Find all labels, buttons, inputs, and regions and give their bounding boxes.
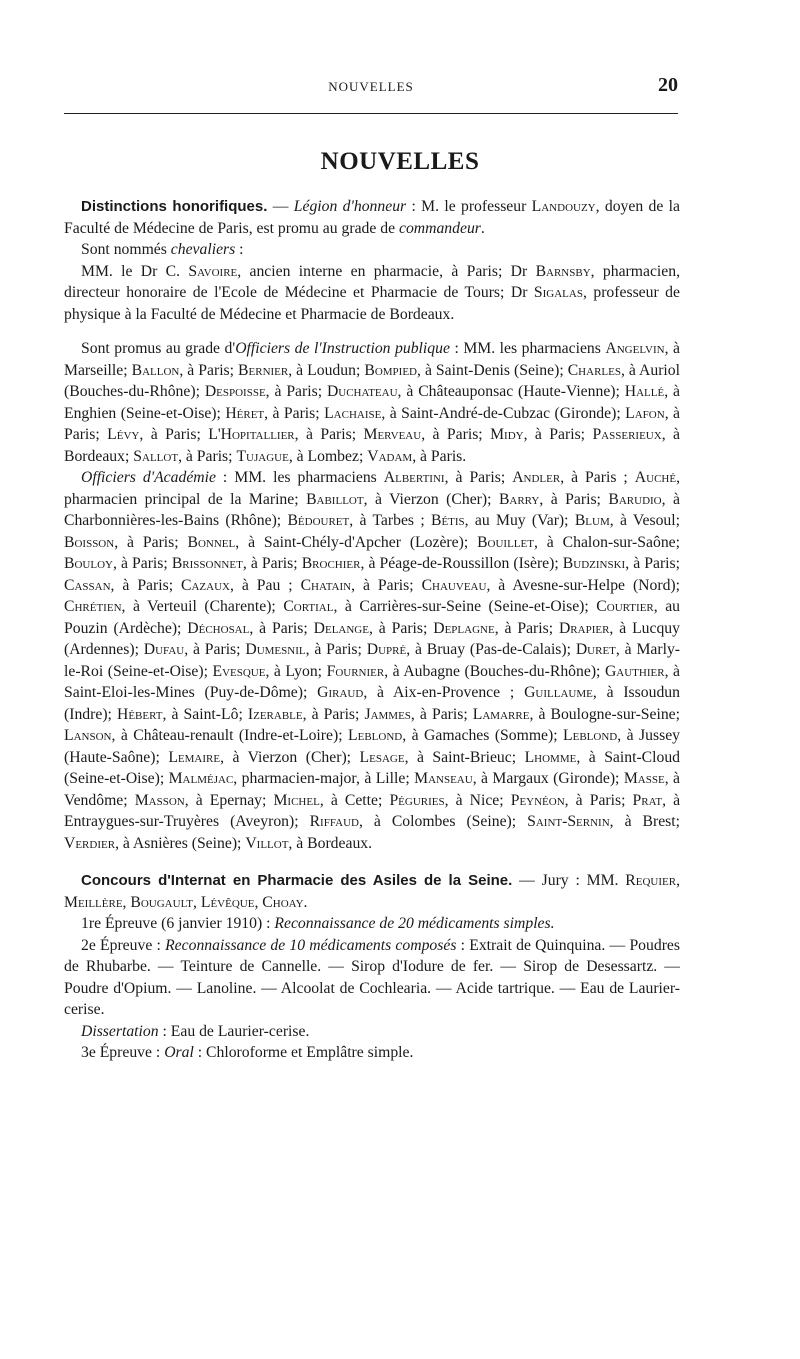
person-name: Masson <box>134 791 185 809</box>
text-run: , à Paris; <box>112 555 172 572</box>
text-run: , à Loudun; <box>288 361 365 379</box>
person-name: Midy <box>490 426 524 443</box>
text-run: , à Marly-le-Roi (Seine-et-Oise); <box>64 641 681 680</box>
text-run: , à Saint-Brieuc; <box>404 748 525 766</box>
person-name: Lhomme <box>524 748 577 766</box>
article-body <box>64 196 680 1064</box>
text-run: 2e Épreuve : <box>81 936 166 954</box>
person-name: Riffaud <box>309 813 359 830</box>
person-name: Cortial <box>283 598 334 615</box>
text-run: , à Paris; <box>294 426 364 443</box>
text-run: , à Paris; <box>494 619 559 637</box>
person-name: Bédouret <box>287 512 350 529</box>
person-name: Brissonnet <box>171 555 243 572</box>
person-name: Michel <box>273 791 320 809</box>
text-run: , à Bruay (Pas-de-Calais); <box>406 641 576 658</box>
text-run: , à Gamaches (Somme); <box>402 727 564 744</box>
text-run: , à Paris; <box>523 426 593 443</box>
person-name: Courtier <box>596 598 654 615</box>
dash: — <box>267 198 294 215</box>
person-name: Gauthier <box>604 662 665 680</box>
italic-term: Reconnaissance de 10 médicaments composés <box>165 936 457 954</box>
text-run: , à Lombez; <box>288 447 368 465</box>
person-name: Giraud <box>317 684 364 701</box>
text-run: : MM. les pharmaciens <box>449 340 606 357</box>
person-name: Bonnel <box>187 533 236 551</box>
person-name: Lévêque <box>200 893 255 911</box>
person-name: Despoisse <box>204 383 266 400</box>
text-run: , à Saint-André-de-Cubzac (Gironde); <box>381 404 626 422</box>
person-name: Villot <box>245 834 289 852</box>
text-run: , à Chalon-sur-Saône; <box>533 533 680 551</box>
text-run: , à Paris; <box>242 555 302 572</box>
instruction-paragraph <box>64 338 680 467</box>
person-name: Babillot <box>306 490 364 508</box>
text-run: , à Saint-Eloi-les-Mines (Puy-de-Dôme); <box>64 662 681 701</box>
header-rule <box>64 113 678 114</box>
section-title: NOUVELLES <box>320 148 480 175</box>
person-name: Requier <box>625 872 677 889</box>
text-run: . <box>480 219 485 237</box>
page-number: 20 <box>658 74 678 96</box>
distinctions-heading: Distinctions honorifiques. <box>81 198 268 215</box>
person-name: Bernier <box>238 361 289 379</box>
person-name: Evesque <box>212 662 266 680</box>
text-run: , à Saint-Chély-d'Apcher (Lozère); <box>235 533 478 551</box>
person-name: Duret <box>575 641 616 658</box>
academie-paragraph <box>64 467 680 854</box>
concours-heading: Concours d'Internat en Pharmacie des Asiles de la Seine. <box>81 872 513 889</box>
person-name: Hallé <box>624 383 665 400</box>
text-run: , à Entraygues-sur-Truyères (Aveyron); <box>64 791 681 830</box>
text-run: , à Auriol (Bouches-du-Rhône); <box>64 361 680 400</box>
person-name: Dumesnil <box>245 641 306 658</box>
text-run: , à Château-renault (Indre-et-Loire); <box>111 727 349 744</box>
text-run: , à Jussey (Haute-Saône); <box>64 727 680 766</box>
person-name: Héret <box>225 404 265 422</box>
text-run: , à Aubagne (Bouches-du-Rhône); <box>384 662 605 680</box>
text-run: , à Paris; <box>114 533 188 551</box>
text-run: , à Paris. <box>412 447 467 465</box>
text-run: , à Lyon; <box>265 662 327 680</box>
person-name: Boisson <box>64 533 115 551</box>
text-run: , pharmacien principal de la Marine; <box>64 469 680 508</box>
text-run: , à Paris; <box>625 555 680 572</box>
person-name: Prat <box>632 791 663 809</box>
text-run: , à Paris; <box>139 426 209 443</box>
text-run: : M. le professeur <box>406 198 532 215</box>
chevaliers-list <box>64 261 680 326</box>
text-run: 1re Épreuve (6 janvier 1910) : <box>81 915 275 932</box>
text-run: , à Paris; <box>265 383 327 400</box>
person-name: Dufau <box>143 641 185 658</box>
text-run: , à Carrières-sur-Seine (Seine-et-Oise); <box>333 598 597 615</box>
person-name: Jammes <box>364 705 411 723</box>
text-run: , à Paris; <box>178 447 237 465</box>
text-run: MM. <box>586 872 626 889</box>
running-title: NOUVELLES <box>328 79 414 94</box>
person-name: Lamarre <box>472 705 530 723</box>
person-name: Blum <box>574 512 610 529</box>
person-name: Chauveau <box>421 576 487 594</box>
text-run: : Chloroforme et Emplâtre simple. <box>193 1044 414 1061</box>
text-run: , à Avesne-sur-Helpe (Nord); <box>486 576 681 594</box>
person-name: L'Hopitallier <box>208 426 295 443</box>
dissertation <box>64 1021 680 1043</box>
person-name: Leblond <box>563 727 618 744</box>
text-run: , à Paris; <box>421 426 491 443</box>
person-name: Barry <box>498 490 540 508</box>
person-name: Lachaise <box>324 404 382 422</box>
italic-term: Officiers d'Académie <box>81 469 216 486</box>
text-run: : <box>235 241 244 258</box>
text-run: , à Marseille; <box>64 340 680 379</box>
text-run: , <box>122 893 131 911</box>
person-name: Deplagne <box>433 619 495 637</box>
person-name: Cassan <box>64 576 111 594</box>
text-run: , ancien interne en pharmacie, à Paris; Dr <box>237 262 536 280</box>
text-run: MM. le Dr C. <box>81 262 189 280</box>
text-run: , <box>254 893 263 911</box>
text-run: , à Pau ; <box>229 576 301 594</box>
person-name: Ballon <box>131 361 180 379</box>
person-name: Bouillet <box>477 533 534 551</box>
person-name: Tujague <box>236 447 289 465</box>
text-run: , à Vesoul; <box>609 512 680 529</box>
person-name: Dupré <box>366 641 407 658</box>
person-name: Peynéon <box>510 791 565 809</box>
person-name: Vadam <box>367 447 413 465</box>
epreuve-1 <box>64 913 680 935</box>
text-run: , à Margaux (Gironde); <box>472 770 624 787</box>
text-run: , à Saint-Denis (Seine); <box>417 361 568 379</box>
text-run: , à Tarbes ; <box>349 512 431 529</box>
person-name: Chrétien <box>64 598 122 615</box>
person-name: Cazaux <box>181 576 230 594</box>
person-name: Drapier <box>558 619 610 637</box>
text-run: , à Bordeaux. <box>288 834 373 852</box>
distinctions-paragraph <box>64 196 680 239</box>
text-run: , à Paris; <box>249 619 314 637</box>
person-name: Savoire <box>188 262 238 280</box>
text-run: , à Verteuil (Charente); <box>121 598 284 615</box>
text-run: , au Muy (Var); <box>464 512 575 529</box>
person-name: Lesage <box>359 748 405 766</box>
person-name: Bétis <box>430 512 465 529</box>
person-name: Fournier <box>326 662 385 680</box>
person-name: Meillère <box>64 893 123 911</box>
text-run: , à Paris; <box>184 641 246 658</box>
person-name: Bougault <box>130 893 194 911</box>
person-name: Masse <box>623 770 665 787</box>
chevaliers-intro <box>64 239 680 261</box>
text-run: , à Péage-de-Roussillon (Isère); <box>360 555 563 572</box>
text-run: , au Pouzin (Ardèche); <box>64 598 681 637</box>
person-name: Barnsby <box>535 262 591 280</box>
person-name: Hébert <box>117 705 163 723</box>
person-name: Andler <box>512 469 561 486</box>
text-run: , à Paris; <box>302 705 365 723</box>
text-run: , à Châteauponsac (Haute-Vienne); <box>397 383 625 400</box>
epreuve-3 <box>64 1042 680 1064</box>
person-name: Choay <box>262 893 304 911</box>
person-name: Lévy <box>107 426 140 443</box>
person-name: Albertini <box>383 469 445 486</box>
text-run: : MM. les pharmaciens <box>215 469 384 486</box>
text-run: , à Bordeaux; <box>64 426 680 465</box>
italic-term: Officiers de l'Instruction publique <box>235 340 450 357</box>
text-run: , à Paris; <box>564 791 633 809</box>
person-name: Barudio <box>608 490 662 508</box>
epreuve-2 <box>64 935 680 1021</box>
legion-label: Légion d'honneur <box>293 198 407 215</box>
text-run: , à Nice; <box>444 791 511 809</box>
text-run: Sont nommés <box>81 241 171 258</box>
text-run: , à Charbonnières-les-Bains (Rhône); <box>64 490 680 529</box>
person-name: Landouzy <box>531 198 596 215</box>
text-run: , pharmacien-major, à Lille; <box>233 770 415 787</box>
text-run: , à Saint-Lô; <box>162 705 248 723</box>
text-run: , à Brest; <box>609 813 681 830</box>
text-run: , à Boulogne-sur-Seine; <box>529 705 681 723</box>
grade-commandeur: commandeur <box>398 219 481 237</box>
person-name: Bompied <box>364 361 417 379</box>
text-run: : Eau de Laurier-cerise. <box>158 1022 310 1040</box>
text-run: , à Saint-Cloud (Seine-et-Oise); <box>64 748 681 787</box>
person-name: Sigalas <box>533 284 583 301</box>
person-name: Saint-Sernin <box>527 813 610 830</box>
person-name: Chatain <box>300 576 352 594</box>
person-name: Péguries <box>389 791 445 809</box>
text-run: , <box>193 893 201 911</box>
text-run: , professeur de physique à la Faculté de Médecine et Pharmacie de Bordeaux. <box>64 284 680 323</box>
text-run: , pharmacien, directeur honoraire de l'Ecole de Médecine et Pharmacie de Tours; Dr <box>64 262 680 301</box>
person-name: Déchosal <box>187 619 250 637</box>
person-name: Sallot <box>133 447 179 465</box>
person-name: Lanson <box>64 727 112 744</box>
person-name: Passerieux <box>592 426 662 443</box>
text-run: , doyen de la Faculté de Médecine de Paris, est promu au grade de <box>64 198 680 237</box>
text-run: , à Lucquy (Ardennes); <box>64 619 680 658</box>
text-run: , à Paris; <box>368 619 434 637</box>
text-run: , à Vierzon (Cher); <box>363 490 499 508</box>
text-run: , à Aix-en-Provence ; <box>363 684 525 701</box>
concours-paragraph <box>64 870 680 913</box>
person-name: Duchateau <box>326 383 398 400</box>
text-run: , à Asnières (Seine); <box>115 834 246 852</box>
text-run: , à Colombes (Seine); <box>358 813 528 830</box>
person-name: Lemaire <box>168 748 221 766</box>
person-name: Lafon <box>625 404 665 422</box>
text-run: Sont promus au grade d' <box>81 340 236 357</box>
text-run: , à Paris; <box>64 404 681 443</box>
text-run: , à Issoudun (Indre); <box>64 684 680 723</box>
person-name: Auché <box>634 469 677 486</box>
text-run: , à Paris; <box>539 490 609 508</box>
text-run: , à Paris; <box>179 361 239 379</box>
person-name: Merveau <box>363 426 422 443</box>
text-run: , à Vierzon (Cher); <box>220 748 360 766</box>
text-run: , à Epernay; <box>184 791 274 809</box>
person-name: Budzinski <box>562 555 626 572</box>
person-name: Leblond <box>348 727 403 744</box>
text-run: 3e Épreuve : <box>81 1044 165 1061</box>
jury-label: — Jury : <box>512 872 580 889</box>
person-name: Brochier <box>301 555 361 572</box>
running-header <box>64 76 678 98</box>
italic-term: Oral <box>164 1044 194 1061</box>
text-run: , à Paris ; <box>560 469 635 486</box>
person-name: Verdier <box>64 834 116 852</box>
text-run: , à Paris; <box>410 705 473 723</box>
italic-term: Reconnaissance de 20 médicaments simples. <box>274 915 555 932</box>
person-name: Angelvin <box>605 340 665 357</box>
text-run: . <box>303 893 308 911</box>
text-run: , à Paris; <box>305 641 367 658</box>
person-name: Malméjac <box>168 770 234 787</box>
person-name: Bouloy <box>64 555 113 572</box>
person-name: Izerable <box>247 705 303 723</box>
person-name: Delange <box>313 619 369 637</box>
text-run: , à Vendôme; <box>64 770 680 809</box>
person-name: Guillaume <box>524 684 593 701</box>
text-run: , à Enghien (Seine-et-Oise); <box>64 383 680 422</box>
text-run: , à Paris; <box>351 576 422 594</box>
person-name: Manseau <box>414 770 473 787</box>
grade-chevaliers: chevaliers <box>170 241 236 258</box>
text-run: , à Paris; <box>444 469 513 486</box>
text-run: , à Paris; <box>110 576 182 594</box>
text-run: , à Paris; <box>264 404 325 422</box>
text-run: : Extrait de Quinquina. — Poudres de Rhubarbe. — Teinture de Cannelle. — Sirop d'Iodure de fer. — Sirop de Desessartz. — Poudre d'Opium. — Lanoline. — Alcoolat de Cochlearia. — Acide tartrique. — Eau de Laurier-cerise. <box>64 936 680 1018</box>
person-name: Charles <box>567 361 621 379</box>
text-run: , <box>676 872 681 889</box>
text-run: , à Cette; <box>319 791 390 809</box>
italic-term: Dissertation <box>81 1022 159 1040</box>
